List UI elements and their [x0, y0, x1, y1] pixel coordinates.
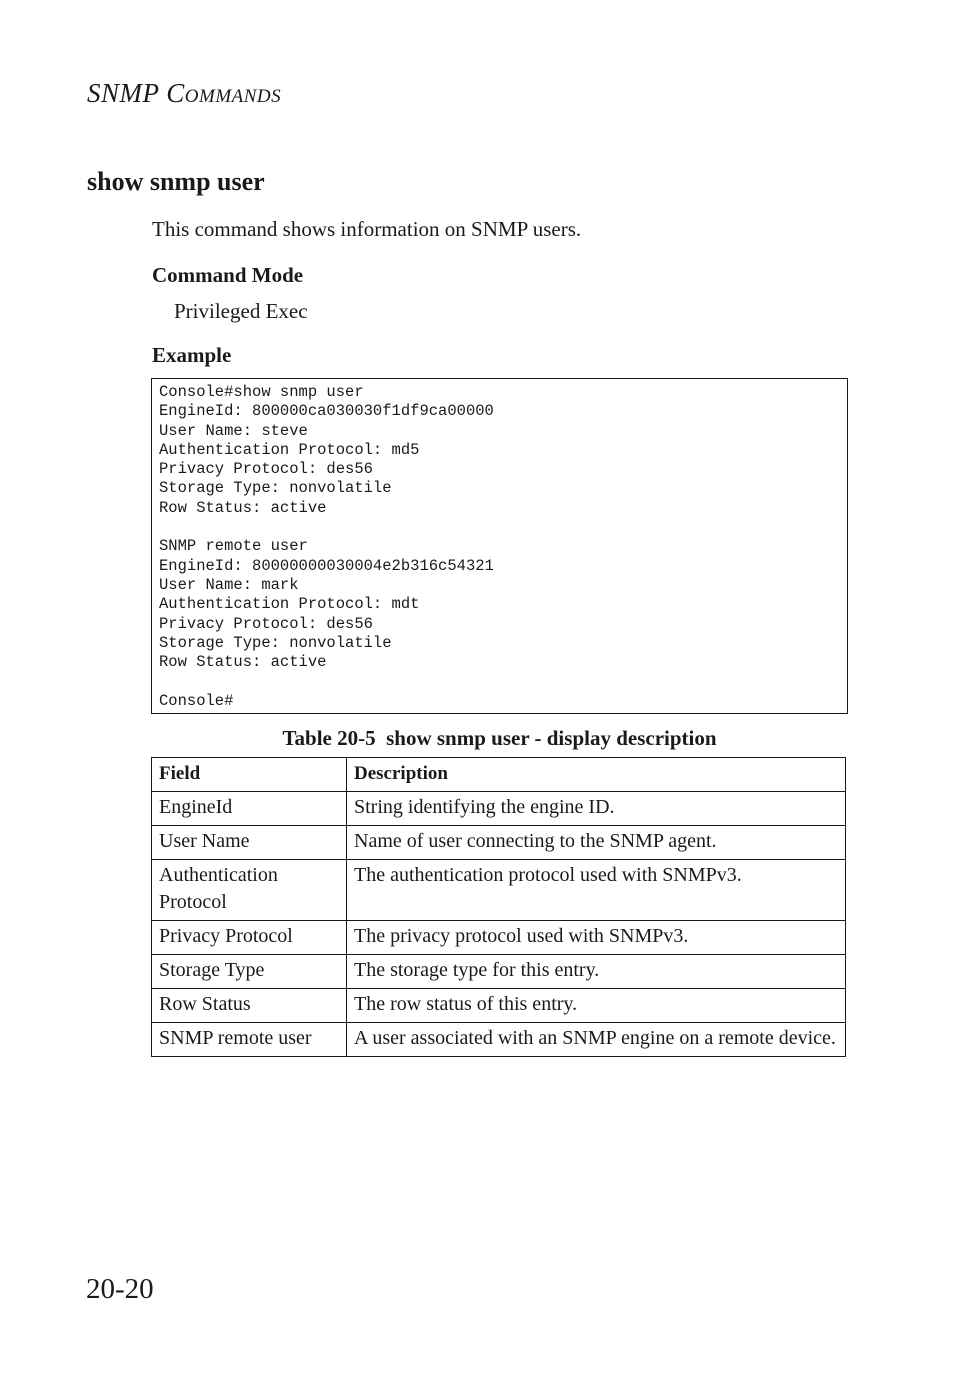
- code-line: EngineId: 80000000030004e2b316c54321: [159, 556, 494, 575]
- table-caption: Table 20-5 show snmp user - display description: [282, 726, 717, 750]
- field-cell: Storage Type: [152, 955, 347, 989]
- field-cell: User Name: [152, 826, 347, 860]
- column-header-description: Description: [347, 758, 846, 792]
- description-cell: String identifying the engine ID.: [347, 792, 846, 826]
- description-cell: The storage type for this entry.: [347, 955, 846, 989]
- table-row: [152, 860, 846, 921]
- code-line: Privacy Protocol: des56: [159, 614, 373, 633]
- description-cell: The privacy protocol used with SNMPv3.: [347, 921, 846, 955]
- field-cell: Authentication Protocol: [152, 860, 347, 921]
- code-line: Storage Type: nonvolatile: [159, 479, 392, 498]
- example-heading: Example: [152, 343, 232, 367]
- code-line: Privacy Protocol: des56: [159, 460, 373, 479]
- code-line: Authentication Protocol: mdt: [159, 595, 420, 614]
- table-row: [152, 826, 846, 860]
- code-line: Storage Type: nonvolatile: [159, 633, 392, 652]
- table-row: [152, 989, 846, 1023]
- code-line: Row Status: active: [159, 498, 327, 517]
- code-line: EngineId: 800000ca030030f1df9ca00000: [159, 402, 494, 421]
- display-description-table: [151, 757, 846, 1057]
- table-header-row: [152, 758, 846, 792]
- command-title: show snmp user: [87, 167, 265, 196]
- code-line: User Name: mark: [159, 575, 299, 594]
- description-cell: Name of user connecting to the SNMP agent.: [347, 826, 846, 860]
- code-line-blank: [159, 518, 847, 537]
- description-cell: A user associated with an SNMP engine on a remote device.: [347, 1023, 846, 1057]
- code-line: Console#show snmp user: [159, 383, 364, 401]
- code-line: Console#: [159, 691, 234, 710]
- table-row: [152, 955, 846, 989]
- running-head-cap: SNMP C: [87, 78, 185, 108]
- description-cell: The authentication protocol used with SNMPv3.: [347, 860, 846, 921]
- table-row: [152, 921, 846, 955]
- command-description: This command shows information on SNMP users.: [152, 217, 582, 241]
- running-head-small: OMMANDS: [184, 86, 282, 107]
- field-cell: Row Status: [152, 989, 347, 1023]
- column-header-field: Field: [152, 758, 347, 792]
- code-line-blank: [159, 672, 847, 691]
- table-row: [152, 792, 846, 826]
- field-cell: EngineId: [152, 792, 347, 826]
- command-mode-heading: Command Mode: [152, 263, 304, 287]
- page-number: 20-20: [86, 1273, 154, 1305]
- field-cell: Privacy Protocol: [152, 921, 347, 955]
- code-line: Authentication Protocol: md5: [159, 440, 420, 459]
- code-line: Row Status: active: [159, 653, 327, 672]
- code-line: SNMP remote user: [159, 537, 308, 556]
- field-cell: SNMP remote user: [152, 1023, 347, 1057]
- code-line: User Name: steve: [159, 421, 308, 440]
- table-row: [152, 1023, 846, 1057]
- example-code-block: [151, 378, 848, 714]
- running-head: [87, 80, 281, 107]
- description-cell: The row status of this entry.: [347, 989, 846, 1023]
- command-mode-value: Privileged Exec: [174, 299, 308, 323]
